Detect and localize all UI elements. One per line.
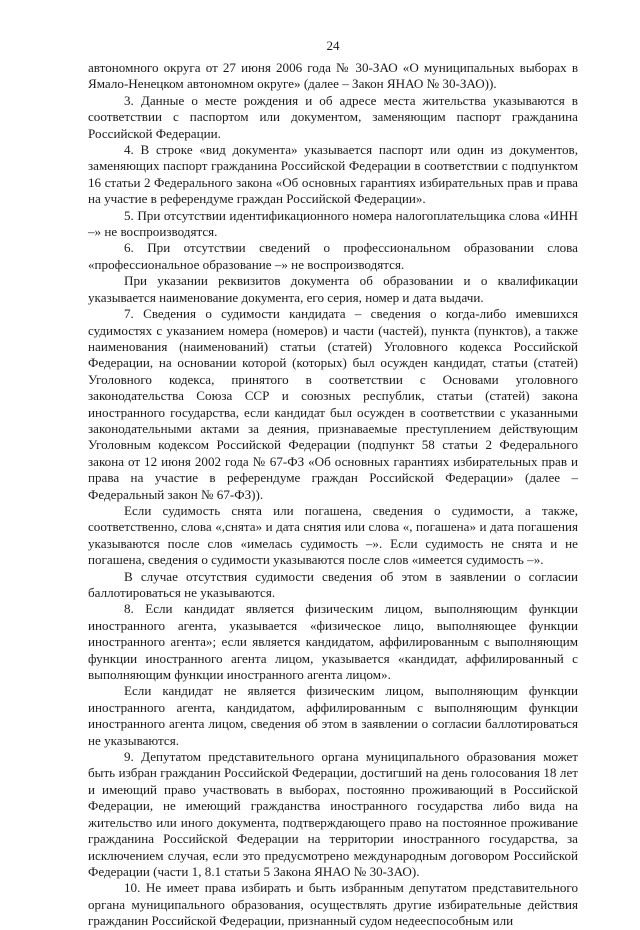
- paragraph-5: При указании реквизитов документа об образовании и о квалификации указывается наименование документа, его серия, номер и дата выдачи.: [88, 273, 578, 305]
- paragraph-12: 10. Не имеет права избирать и быть избранным депутатом представительного органа муниципального образования, осуществлять другие избирательные действия гражданин Российской Федерации, признанный судом недееспособным или: [88, 880, 578, 929]
- paragraph-11: 9. Депутатом представительного органа муниципального образования может быть избран гражданин Российской Федерации, достигший на день голосования 18 лет и имеющий право участвовать в выборах, постоянно проживающий в Российской Федерации, не имеющий гражданства иностранного государства либо вида на жительство или иного документа, подтверждающего право на постоянное проживание гражданина Российской Федерации на территории иностранного государства, за исключением случая, если это предусмотрено международным договором Российской Федерации (части 1, 8.1 статьи 5 Закона ЯНАО № 30-ЗАО).: [88, 749, 578, 879]
- paragraph-9: 8. Если кандидат является физическим лицом, выполняющим функции иностранного агента, указывается «физическое лицо, выполняющее функции иностранного агента»; если является кандидатом, аффилированным с выполняющим функции иностранного агента лицом, указывается «кандидат, аффилированный с выполняющим функции иностранного агента лицом».: [88, 601, 578, 683]
- document-body: [88, 60, 578, 930]
- page-number: 24: [326, 38, 340, 53]
- paragraph-3: 5. При отсутствии идентификационного номера налогоплательщика слова «ИНН –» не воспроизводятся.: [88, 207, 578, 240]
- paragraph-0: автономного округа от 27 июня 2006 года № 30-ЗАО «О муниципальных выборах в Ямало-Ненецком автономном округе» (далее – Закон ЯНАО № 30-ЗАО)).: [88, 60, 578, 92]
- document-page: [88, 38, 578, 930]
- paragraph-1: 3. Данные о месте рождения и об адресе места жительства указываются в соответствии с паспортом или документом, заменяющим паспорт гражданина Российской Федерации.: [88, 92, 578, 141]
- paragraph-10: Если кандидат не является физическим лицом, выполняющим функции иностранного агента, кандидатом, аффилированным с выполняющим функции иностранного агента лицом, сведения об этом в заявлении о согласии баллотироваться не указываются.: [88, 683, 578, 748]
- paragraph-8: В случае отсутствия судимости сведения об этом в заявлении о согласии баллотироваться не указываются.: [88, 568, 578, 600]
- paragraph-6: 7. Сведения о судимости кандидата – сведения о когда-либо имевшихся судимостях с указанием номера (номеров) и части (частей), пункта (пунктов), а также наименования (наименований) статьи (статей) Уголовного кодекса Российской Федерации, на основании которой (которых) был осужден кандидат, статьи (статей) Уголовного кодекса, принятого в соответствии с Основами уголовного законодательства Союза ССР и союзных республик, статьи (статей) закона иностранного государства, если кандидат был осужден в соответствии с указанными законодательными актами за деяния, признаваемые преступлением действующим Уголовным кодексом Российской Федерации (подпункт 58 статьи 2 Федерального закона от 12 июня 2002 года № 67-ФЗ «Об основных гарантиях избирательных прав и права на участие в референдуме граждан Российской Федерации» (далее – Федеральный закон № 67-ФЗ)).: [88, 306, 578, 502]
- paragraph-2: 4. В строке «вид документа» указывается паспорт или один из документов, заменяющих паспорт гражданина Российской Федерации в соответствии с подпунктом 16 статьи 2 Федерального закона «Об основных гарантиях избирательных прав и права на участие в референдуме граждан Российской Федерации».: [88, 142, 578, 207]
- paragraph-7: Если судимость снята или погашена, сведения о судимости, а также, соответственно, слова «,снята» и дата снятия или слова «, погашена» и дата погашения указываются после слов «имелась судимость –». Если судимость не снята и не погашена, сведения о судимости указываются после слов «имеется судимость –».: [88, 502, 578, 568]
- paragraph-4: 6. При отсутствии сведений о профессиональном образовании слова «профессиональное образование –» не воспроизводятся.: [88, 240, 578, 272]
